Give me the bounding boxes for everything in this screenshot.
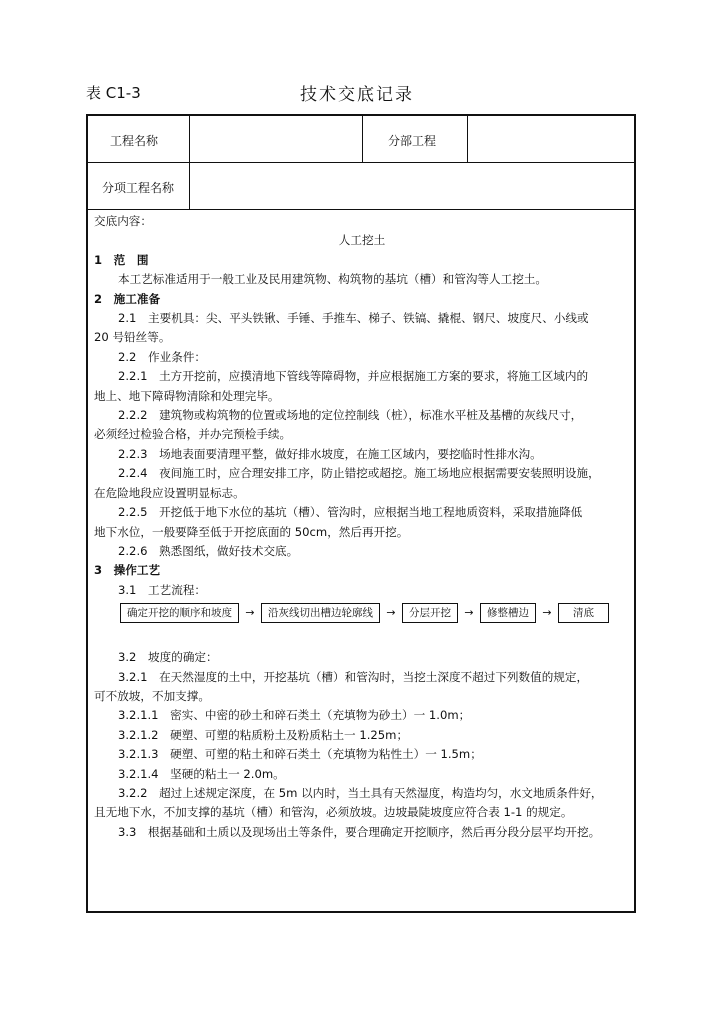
arrow-right-icon: → xyxy=(245,606,255,620)
subitem-label: 分项工程名称 xyxy=(102,181,175,195)
paragraph: 且无地下水，不加支撑的基坑（槽）和管沟，必须放坡。边坡最陡坡度应符合表 1-1 的规定。 xyxy=(94,805,573,820)
paragraph: 2.2.4 夜间施工时，应合理安排工序，防止错挖或超挖。施工场地应根据需要安装照明设施， xyxy=(118,466,600,481)
project-name-label: 工程名称 xyxy=(110,134,159,148)
paragraph: 2.2.2 建筑物或构筑物的位置或场地的定位控制线（桩），标准水平桩及基槽的灰线尺寸， xyxy=(118,408,583,423)
content-title: 人工挖土 xyxy=(338,233,386,248)
divider xyxy=(189,116,190,162)
flow-step: 分层开挖 xyxy=(402,603,458,623)
flow-step: 确定开挖的顺序和坡度 xyxy=(120,603,239,623)
paragraph: 2.2.6 熟悉图纸，做好技术交底。 xyxy=(118,543,299,558)
arrow-right-icon: → xyxy=(386,606,396,620)
flow-step: 沿灰线切出槽边轮廓线 xyxy=(261,603,380,623)
record-table xyxy=(86,114,636,913)
section-3-heading: 3 操作工艺 xyxy=(94,563,161,578)
flow-step: 清底 xyxy=(558,603,609,623)
paragraph: 2.2.1 土方开挖前，应摸清地下管线等障碍物，并应根据施工方案的要求，将施工区域内的 xyxy=(118,369,589,384)
paragraph: 3.2.1.2 硬塑、可塑的粘质粉土及粉质粘土一 1.25m； xyxy=(118,727,409,742)
project-row xyxy=(88,116,634,163)
content-label: 交底内容： xyxy=(94,214,152,228)
form-code: 表 C1-3 xyxy=(86,84,141,102)
paragraph: 3.2.2 超过上述规定深度，在 5m 以内时，当土具有天然湿度，构造均匀，水文地质条件好， xyxy=(118,785,603,800)
paragraph: 3.1 工艺流程： xyxy=(118,582,207,597)
paragraph: 地上、地下障碍物清除和处理完毕。 xyxy=(94,388,280,403)
process-flow xyxy=(120,602,630,624)
paragraph: 2.2 作业条件： xyxy=(118,349,207,364)
paragraph: 2.2.3 场地表面要清理平整，做好排水坡度，在施工区域内，要挖临时性排水沟。 xyxy=(118,446,542,461)
paragraph: 在危险地段应设置明显标志。 xyxy=(94,485,245,500)
paragraph: 本工艺标准适用于一般工业及民用建筑物、构筑物的基坑（槽）和管沟等人工挖土。 xyxy=(118,272,547,287)
paragraph: 3.2 坡度的确定： xyxy=(118,650,218,665)
paragraph: 2.1 主要机具：尖、平头铁锹、手锤、手推车、梯子、铁镐、撬棍、钢尺、坡度尺、小线或 xyxy=(118,311,589,326)
paragraph: 2.2.5 开挖低于地下水位的基坑（槽）、管沟时，应根据当地工程地质资料，采取措施降低 xyxy=(118,505,583,520)
arrow-right-icon: → xyxy=(464,606,474,620)
paragraph: 3.2.1.1 密实、中密的砂土和碎石类土（充填物为砂土）一 1.0m； xyxy=(118,708,471,723)
paragraph: 必须经过检验合格，并办完预检手续。 xyxy=(94,427,292,442)
paragraph: 20 号铅丝等。 xyxy=(94,330,171,345)
section-1-heading: 1 范 围 xyxy=(94,252,149,267)
divider xyxy=(362,116,363,162)
paragraph: 可不放坡，不加支撑。 xyxy=(94,688,210,703)
divider xyxy=(467,116,468,162)
paragraph: 3.3 根据基础和土质以及现场出土等条件，要合理确定开挖顺序，然后再分段分层平均开挖。 xyxy=(118,824,601,839)
document-title: 技术交底记录 xyxy=(300,85,414,105)
paragraph: 3.2.1.4 坚硬的粘土一 2.0m。 xyxy=(118,766,285,781)
disclosure-content xyxy=(94,212,630,842)
division-label: 分部工程 xyxy=(388,134,437,148)
divider xyxy=(189,163,190,209)
subitem-row xyxy=(88,163,634,210)
paragraph: 3.2.1 在天然湿度的土中，开挖基坑（槽）和管沟时，当挖土深度不超过下列数值的规定， xyxy=(118,669,589,684)
section-2-heading: 2 施工准备 xyxy=(94,291,161,306)
flow-step: 修整槽边 xyxy=(480,603,536,623)
paragraph: 地下水位，一般要降至低于开挖底面的 50cm，然后再开挖。 xyxy=(94,524,409,539)
arrow-right-icon: → xyxy=(542,606,552,620)
paragraph: 3.2.1.3 硬塑、可塑的粘土和碎石类土（充填物为粘性土）一 1.5m； xyxy=(118,747,482,762)
